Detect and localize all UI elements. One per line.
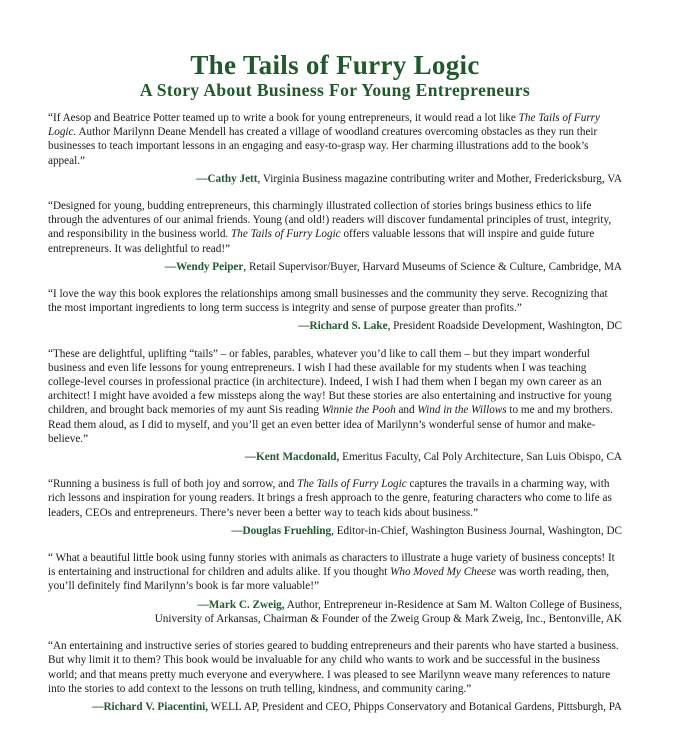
testimonial-attribution: —Wendy Peiper, Retail Supervisor/Buyer, Harvard Museums of Science & Culture, Cambridge, MA [164,260,622,273]
book-title: The Tails of Furry Logic [190,50,480,80]
testimonial-attribution: —Richard S. Lake, President Roadside Development, Washington, DC [298,320,622,333]
testimonial-quote: “These are delightful, uplifting “tails” – or fables, parables, whatever you’d like to call them – but they impart wonderful business and even life lessons for young entrepreneurs. I wish I had these available for my students when I was teaching college-level courses in professional practice (in architecture). Indeed, I wish I had them when I began my own career as an architect! I might have avoided a few missteps along the way! But these stories are also entertaining and instructive for young children, and brought back memories of my aunt Sis reading Winnie the Pooh and Wind in the Willows to me and my brothers. Read them aloud, as I did to myself, and you’ll get an even better idea of Marilynn’s wonderful sense of humor and make-believe.” [48,347,613,445]
author-name: Kent Macdonald, [256,451,340,464]
testimonial-attribution: —Cathy Jett, Virginia Business magazine contributing writer and Mother, Fredericksburg, VA [196,172,622,185]
author-name: Richard S. Lake [309,320,388,333]
author-name: Douglas Fruehling [242,524,332,537]
testimonial-attribution: —Kent Macdonald, Emeritus Faculty, Cal Poly Architecture, San Luis Obispo, CA [244,451,622,464]
author-name: Cathy Jett [207,172,258,185]
book-subtitle: A Story About Business For Young Entrepreneurs [139,80,531,100]
testimonial-attribution: —Douglas Fruehling, Editor-in-Chief, Washington Business Journal, Washington, DC [231,524,622,537]
author-name: Mark C. Zweig, [208,598,285,611]
testimonial-attribution: —Mark C. Zweig, Author, Entrepreneur in-Residence at Sam M. Walton College of Business, University of Arkansas, Chairman & Founder of the Zweig Group & Mark Zweig, Inc., Bentonville, AK [154,598,622,625]
testimonial-quote: “Running a business is full of both joy and sorrow, and The Tails of Furry Logic captures the travails in a charming way, with rich lessons and inspiration for young readers. It brings a fresh approach to the genre, featuring characters who come to life as leaders, CEOs and entrepreneurs. There’s never been a better way to teach kids about business.” [48,478,612,519]
author-name: Wendy Peiper [175,260,244,273]
testimonial-quote: “Designed for young, budding entrepreneurs, this charmingly illustrated collection of stories brings business ethics to life through the adventures of our animal friends. Young (and old!) readers will discover fundamental principles of trust, integrity, and responsibility in the business world. The Tails of Furry Logic offers valuable lessons that will inspire and guide future entrepreneurs. It was delightful to read!” [48,200,612,255]
page [0,50,682,745]
testimonial-quote: “If Aesop and Beatrice Potter teamed up to write a book for young entrepreneurs, it would read a lot like The Tails of Furry Logic. Author Marilynn Deane Mendell has created a village of woodland creatures overcoming obstacles as they run their businesses to teach important lessons in an engaging and easy-to-grasp way. Her charming illustrations add to the book’s appeal.” [48,112,600,167]
testimonial-quote: “ What a beautiful little book using funny stories with animals as characters to illustrate a huge variety of business concepts! It is entertaining and instructional for children and adults alike. If you thought Who Moved My Cheese was worth reading, then, you’ll definitely find Marilynn’s book is far more valuable!” [48,552,615,593]
author-name: Richard V. Piacentini, [103,700,209,713]
testimonial-attribution: —Richard V. Piacentini, WELL AP, President and CEO, Phipps Conservatory and Botanical Gardens, Pittsburgh, PA [92,700,622,713]
testimonial-quote: “An entertaining and instructive series of stories geared to budding entrepreneurs and their parents who have started a business. But why limit it to them? This book would be invaluable for any child who wants to work and be successful in the business world; and that means pretty much everyone and everywhere. I was pleased to see Marilynn weave many references to nature into the stories to add context to the lessons on truth telling, kindness, and community caring.” [48,640,619,695]
testimonial-quote: “I love the way this book explores the relationships among small businesses and the community they serve. Recognizing that the most important ingredients to long term success is integrity and sense of purpose greater than profits.” [48,288,608,315]
